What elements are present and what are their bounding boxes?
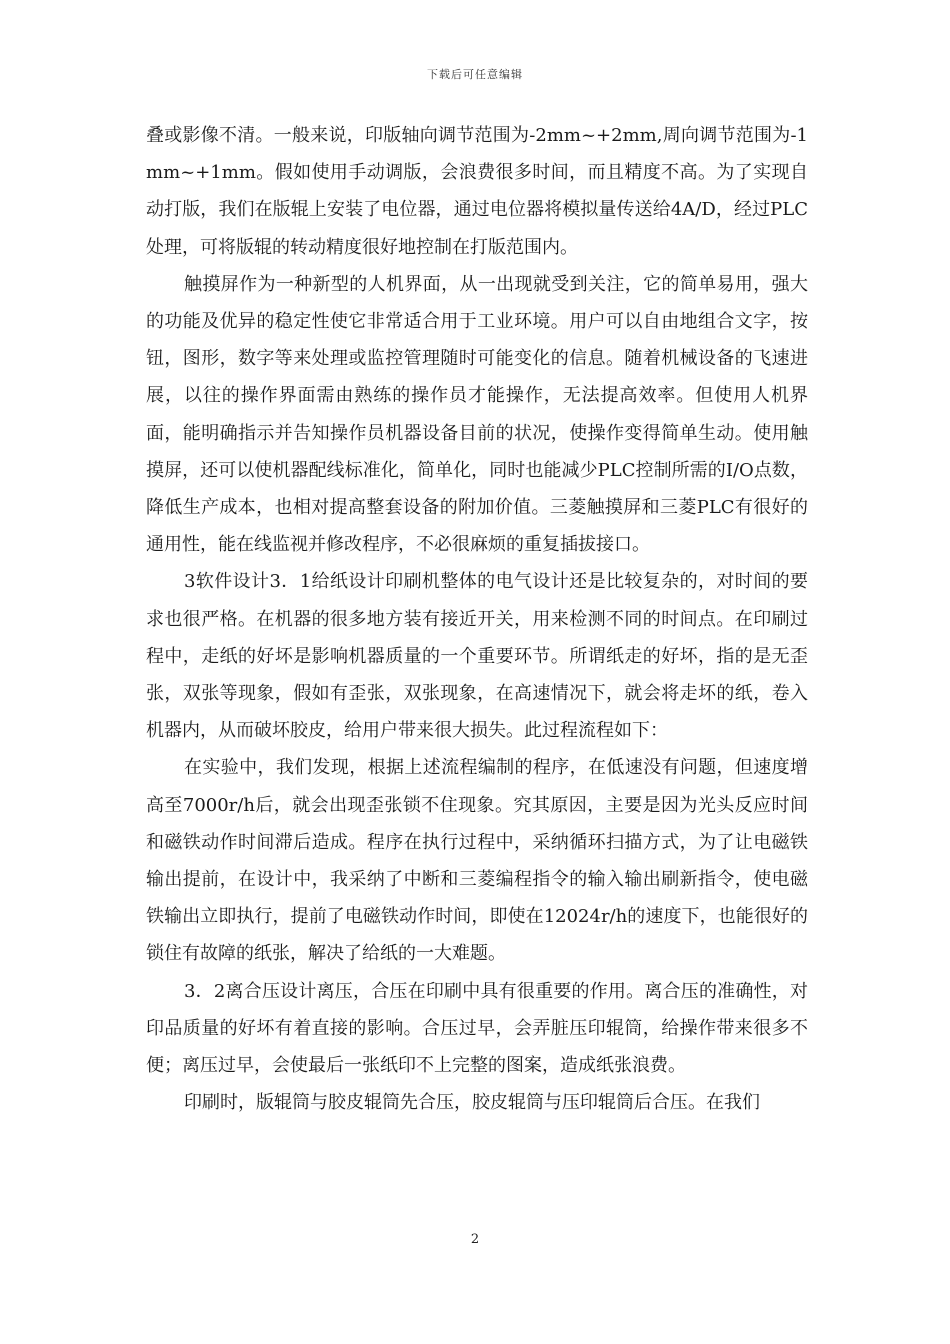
page-number: 2 [470,1232,480,1247]
paragraph-1: 叠或影像不清。一般来说，印版轴向调节范围为-2mm~+2mm,周向调节范围为-1mm~+1mm。假如使用手动调版，会浪费很多时间，而且精度不高。为了实现自动打版，我们在版辊上安装了电位器，通过电位器将模拟量传送给4A/D，经过PLC处理，可将版辊的转动精度很好地控制在打版范围内。 [146,125,808,258]
paragraph-2: 触摸屏作为一种新型的人机界面，从一出现就受到关注，它的简单易用，强大的功能及优异的稳定性使它非常适合用于工业环境。用户可以自由地组合文字，按钮，图形，数字等来处理或监控管理随时可能变化的信息。随着机械设备的飞速进展，以往的操作界面需由熟练的操作员才能操作，无法提高效率。但使用人机界面，能明确指示并告知操作员机器设备目前的状况，使操作变得简单生动。使用触摸屏，还可以使机器配线标准化，简单化，同时也能减少PLC控制所需的I/O点数，降低生产成本，也相对提高整套设备的附加价值。三菱触摸屏和三菱PLC有很好的通用性，能在线监视并修改程序，不必很麻烦的重复插拔接口。 [146,273,808,556]
page-header: 下载后可任意编辑 [427,68,523,81]
document-body [146,117,808,1121]
paragraph-3: 3软件设计3．1给纸设计印刷机整体的电气设计还是比较复杂的，对时间的要求也很严格。在机器的很多地方装有接近开关，用来检测不同的时间点。在印刷过程中，走纸的好坏是影响机器质量的一个重要环节。所谓纸走的好坏，指的是无歪张，双张等现象，假如有歪张，双张现象，在高速情况下，就会将走坏的纸，卷入机器内，从而破坏胶皮，给用户带来很大损失。此过程流程如下： [146,571,808,742]
paragraph-5: 3．2离合压设计离压，合压在印刷中具有很重要的作用。离合压的准确性，对印品质量的好坏有着直接的影响。合压过早，会弄脏压印辊筒，给操作带来很多不便；离压过早，会使最后一张纸印不上完整的图案，造成纸张浪费。 [146,980,808,1077]
paragraph-6: 印刷时，版辊筒与胶皮辊筒先合压，胶皮辊筒与压印辊筒后合压。在我们 [184,1092,760,1114]
paragraph-4: 在实验中，我们发现，根据上述流程编制的程序，在低速没有问题，但速度增高至7000r/h后，就会出现歪张锁不住现象。究其原因，主要是因为光头反应时间和磁铁动作时间滞后造成。程序在执行过程中，采纳循环扫描方式，为了让电磁铁输出提前，在设计中，我采纳了中断和三菱编程指令的输入输出刷新指令，使电磁铁输出立即执行，提前了电磁铁动作时间，即使在12024r/h的速度下，也能很好的锁住有故障的纸张，解决了给纸的一大难题。 [146,757,808,965]
